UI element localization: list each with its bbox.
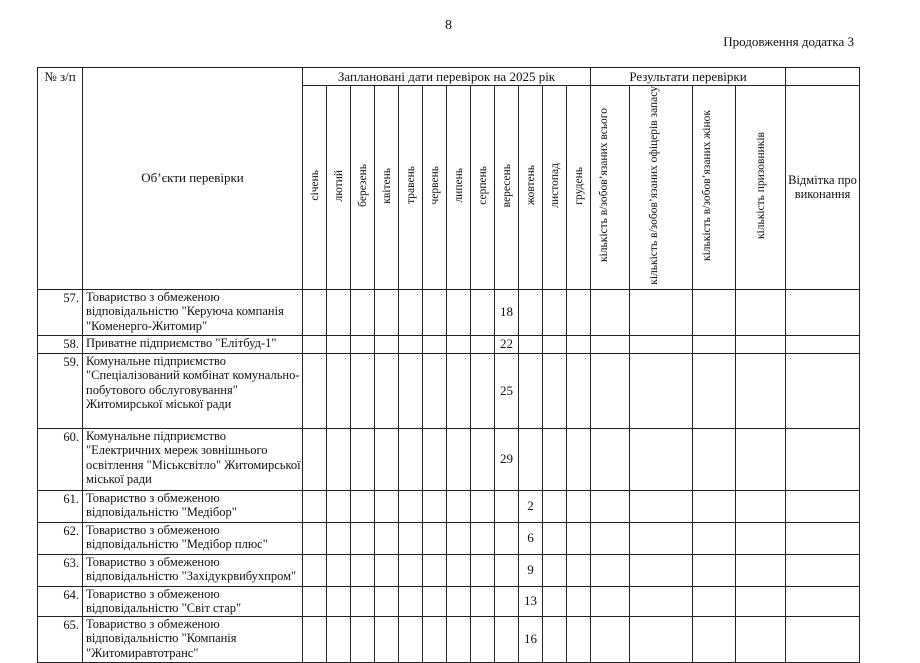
month-cell	[471, 522, 495, 554]
result-cell	[736, 353, 786, 428]
month-cell	[327, 586, 351, 616]
row-number: 63.	[38, 554, 83, 586]
month-august: серпень	[471, 86, 495, 290]
row-number: 64.	[38, 586, 83, 616]
month-cell	[351, 490, 375, 522]
month-cell	[543, 586, 567, 616]
month-february: лютий	[327, 86, 351, 290]
month-cell	[543, 335, 567, 353]
month-cell	[447, 522, 471, 554]
result-cell	[693, 586, 736, 616]
month-cell	[351, 522, 375, 554]
inspection-object-name: Товариство з обмеженою відповідальністю "Медібор"	[83, 490, 303, 522]
month-november: листопад	[543, 86, 567, 290]
result-cell	[591, 586, 630, 616]
row-number: 59.	[38, 353, 83, 428]
row-number: 62.	[38, 522, 83, 554]
month-cell	[423, 289, 447, 335]
month-cell	[327, 554, 351, 586]
planned-day: 2	[519, 490, 543, 522]
result-cell	[630, 522, 693, 554]
month-cell	[567, 289, 591, 335]
month-cell	[567, 554, 591, 586]
month-cell	[351, 353, 375, 428]
inspection-object-name: Товариство з обмеженою відповідальністю "Компанія "Житомиравтотранс"	[83, 616, 303, 662]
month-cell	[471, 428, 495, 490]
inspection-object-name: Приватне підприємство "Елітбуд-1"	[83, 335, 303, 353]
table-row	[38, 289, 860, 335]
result-cell	[736, 289, 786, 335]
month-cell	[303, 554, 327, 586]
month-cell	[423, 335, 447, 353]
number-header: № з/п	[38, 68, 83, 290]
month-cell	[471, 616, 495, 662]
month-cell	[543, 522, 567, 554]
table-row	[38, 490, 860, 522]
result-reserve-officers: кількість в/зобов’язаних офіцерів запасу	[630, 86, 693, 290]
result-cell	[736, 335, 786, 353]
month-cell	[399, 335, 423, 353]
row-number: 61.	[38, 490, 83, 522]
month-june: червень	[423, 86, 447, 290]
month-cell	[399, 522, 423, 554]
result-cell	[630, 490, 693, 522]
table-row	[38, 586, 860, 616]
month-cell	[303, 522, 327, 554]
planned-day: 6	[519, 522, 543, 554]
result-conscripts: кількість призовників	[736, 86, 786, 290]
month-cell	[471, 353, 495, 428]
month-may: травень	[399, 86, 423, 290]
month-cell	[543, 554, 567, 586]
month-cell	[447, 554, 471, 586]
month-cell	[519, 353, 543, 428]
month-cell	[543, 353, 567, 428]
month-cell	[495, 490, 519, 522]
result-cell	[630, 616, 693, 662]
month-cell	[303, 335, 327, 353]
month-september: вересень	[495, 86, 519, 290]
note-header-blank	[786, 68, 860, 86]
month-cell	[567, 522, 591, 554]
month-cell	[399, 554, 423, 586]
month-cell	[375, 289, 399, 335]
inspection-object-name: Товариство з обмеженою відповідальністю "Світ стар"	[83, 586, 303, 616]
result-total-reservists: кількість в/зобов’язаних всього	[591, 86, 630, 290]
results-header: Результати перевірки	[591, 68, 786, 86]
month-december: грудень	[567, 86, 591, 290]
month-cell	[327, 616, 351, 662]
completion-note-cell	[786, 490, 860, 522]
month-cell	[423, 554, 447, 586]
month-cell	[495, 616, 519, 662]
table-row	[38, 353, 860, 428]
month-cell	[471, 554, 495, 586]
month-cell	[423, 490, 447, 522]
month-cell	[327, 428, 351, 490]
completion-note-header: Відмітка про виконання	[786, 86, 860, 290]
result-cell	[693, 490, 736, 522]
month-cell	[471, 586, 495, 616]
result-cell	[630, 289, 693, 335]
page-number: 8	[445, 18, 452, 33]
table-row	[38, 522, 860, 554]
month-cell	[447, 335, 471, 353]
month-cell	[447, 353, 471, 428]
month-cell	[351, 289, 375, 335]
table-row	[38, 554, 860, 586]
month-april: квітень	[375, 86, 399, 290]
month-cell	[519, 335, 543, 353]
month-cell	[567, 428, 591, 490]
month-cell	[447, 490, 471, 522]
month-cell	[567, 586, 591, 616]
month-july: липень	[447, 86, 471, 290]
month-cell	[327, 335, 351, 353]
month-cell	[423, 522, 447, 554]
month-cell	[519, 289, 543, 335]
result-cell	[736, 554, 786, 586]
month-cell	[327, 490, 351, 522]
month-cell	[399, 289, 423, 335]
month-cell	[543, 490, 567, 522]
month-cell	[303, 428, 327, 490]
completion-note-cell	[786, 554, 860, 586]
completion-note-cell	[786, 289, 860, 335]
month-cell	[375, 586, 399, 616]
month-cell	[375, 522, 399, 554]
result-cell	[591, 554, 630, 586]
month-cell	[327, 353, 351, 428]
result-cell	[591, 522, 630, 554]
month-cell	[447, 616, 471, 662]
completion-note-cell	[786, 428, 860, 490]
result-cell	[591, 428, 630, 490]
result-cell	[693, 616, 736, 662]
objects-header: Об’єкти перевірки	[83, 68, 303, 290]
month-cell	[375, 428, 399, 490]
planned-day: 18	[495, 289, 519, 335]
inspection-schedule-table	[37, 67, 860, 663]
result-cell	[693, 554, 736, 586]
completion-note-cell	[786, 586, 860, 616]
month-cell	[471, 335, 495, 353]
month-cell	[471, 490, 495, 522]
result-cell	[591, 335, 630, 353]
month-cell	[423, 586, 447, 616]
month-cell	[567, 616, 591, 662]
table-row	[38, 335, 860, 353]
result-cell	[693, 428, 736, 490]
planned-day: 16	[519, 616, 543, 662]
month-cell	[399, 586, 423, 616]
month-cell	[375, 554, 399, 586]
month-cell	[495, 554, 519, 586]
planned-day: 25	[495, 353, 519, 428]
row-number: 65.	[38, 616, 83, 662]
table-row	[38, 616, 860, 662]
result-cell	[693, 353, 736, 428]
table-row	[38, 428, 860, 490]
month-cell	[447, 289, 471, 335]
month-cell	[423, 616, 447, 662]
month-cell	[567, 353, 591, 428]
result-cell	[591, 616, 630, 662]
result-cell	[736, 522, 786, 554]
month-cell	[351, 616, 375, 662]
planned-day: 9	[519, 554, 543, 586]
result-female-reservists: кількість в/зобов’язаних жінок	[693, 86, 736, 290]
month-march: березень	[351, 86, 375, 290]
month-cell	[495, 522, 519, 554]
month-cell	[351, 554, 375, 586]
month-cell	[327, 522, 351, 554]
result-cell	[630, 335, 693, 353]
month-cell	[303, 586, 327, 616]
month-october: жовтень	[519, 86, 543, 290]
month-cell	[303, 490, 327, 522]
month-cell	[303, 616, 327, 662]
annex-continuation-label: Продовження додатка 3	[723, 34, 854, 49]
planned-day: 22	[495, 335, 519, 353]
month-cell	[543, 616, 567, 662]
result-cell	[630, 428, 693, 490]
month-cell	[303, 353, 327, 428]
month-january: січень	[303, 86, 327, 290]
inspection-object-name: Товариство з обмеженою відповідальністю "Медібор плюс"	[83, 522, 303, 554]
inspection-object-name: Комунальне підприємство "Електричних мереж зовнішнього освітлення "Міськсвітло" Житомирської міської ради	[83, 428, 303, 490]
month-cell	[399, 616, 423, 662]
month-cell	[567, 335, 591, 353]
month-cell	[375, 353, 399, 428]
result-cell	[693, 522, 736, 554]
row-number: 57.	[38, 289, 83, 335]
month-cell	[351, 335, 375, 353]
month-cell	[303, 289, 327, 335]
planned-dates-header: Заплановані дати перевірок на 2025 рік	[303, 68, 591, 86]
result-cell	[693, 335, 736, 353]
result-cell	[591, 289, 630, 335]
inspection-object-name: Товариство з обмеженою відповідальністю "Західукрвибухпром"	[83, 554, 303, 586]
completion-note-cell	[786, 353, 860, 428]
month-cell	[423, 428, 447, 490]
result-cell	[693, 289, 736, 335]
month-cell	[399, 353, 423, 428]
month-cell	[519, 428, 543, 490]
month-cell	[471, 289, 495, 335]
inspection-object-name: Комунальне підприємство "Спеціалізований комбінат комунально- побутового обслуговування" Житомирської міської ради	[83, 353, 303, 428]
planned-day: 13	[519, 586, 543, 616]
month-cell	[375, 616, 399, 662]
row-number: 60.	[38, 428, 83, 490]
month-cell	[543, 289, 567, 335]
result-cell	[591, 490, 630, 522]
month-cell	[375, 490, 399, 522]
completion-note-cell	[786, 522, 860, 554]
result-cell	[630, 554, 693, 586]
completion-note-cell	[786, 616, 860, 662]
month-cell	[327, 289, 351, 335]
month-cell	[447, 428, 471, 490]
month-cell	[399, 490, 423, 522]
month-cell	[351, 428, 375, 490]
month-cell	[447, 586, 471, 616]
inspection-object-name: Товариство з обмеженою відповідальністю "Керуюча компанія "Коменерго-Житомир"	[83, 289, 303, 335]
result-cell	[736, 428, 786, 490]
result-cell	[736, 616, 786, 662]
result-cell	[630, 353, 693, 428]
month-cell	[567, 490, 591, 522]
month-cell	[351, 586, 375, 616]
result-cell	[736, 490, 786, 522]
month-cell	[543, 428, 567, 490]
month-cell	[495, 586, 519, 616]
month-cell	[375, 335, 399, 353]
month-cell	[423, 353, 447, 428]
completion-note-cell	[786, 335, 860, 353]
row-number: 58.	[38, 335, 83, 353]
month-cell	[399, 428, 423, 490]
result-cell	[736, 586, 786, 616]
planned-day: 29	[495, 428, 519, 490]
result-cell	[630, 586, 693, 616]
result-cell	[591, 353, 630, 428]
